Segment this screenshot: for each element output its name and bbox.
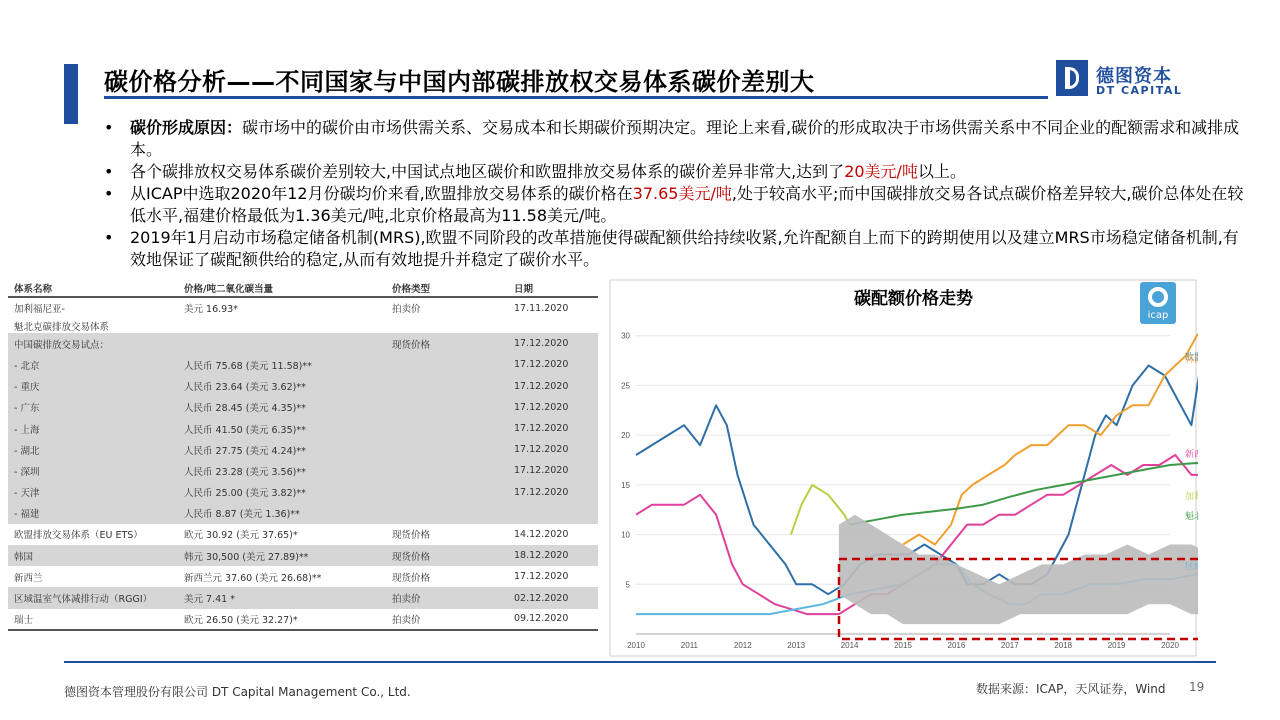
bullet-text: 各个碳排放权交易体系碳价差别较大,中国试点地区碳价和欧盟排放交易体系的碳价差异非常大,达到了 <box>130 162 845 181</box>
cell-type: 现货价格 <box>392 530 431 542</box>
cell-system: - 广东 <box>8 397 178 418</box>
cell-system: - 湖北 <box>8 439 178 460</box>
cell-date: 17.12.2020 <box>508 439 598 460</box>
y-tick-label: 15 <box>621 480 630 490</box>
x-tick-label: 2019 <box>1107 641 1126 650</box>
logo-mark-icon <box>1056 60 1088 96</box>
table-row <box>8 566 598 587</box>
cell-system: - 北京 <box>8 354 178 375</box>
table-row <box>8 397 598 418</box>
cell-date: 18.12.2020 <box>508 545 598 566</box>
table-row <box>8 460 598 481</box>
cell-type <box>386 418 508 439</box>
x-tick-label: 2015 <box>894 641 912 650</box>
cell-price: 人民币 28.45 (美元 4.35)** <box>178 397 386 418</box>
series-label: 韩 <box>1185 355 1195 365</box>
cell-type <box>386 503 508 524</box>
cell-price: 美元 16.93* <box>184 304 238 316</box>
chart-canvas <box>608 278 1198 658</box>
table-row <box>8 482 598 503</box>
cell-system: 欧盟排放交易体系（EU ETS） <box>14 530 143 542</box>
cell-date: 17.12.2020 <box>508 482 598 503</box>
cell-price: 欧元 26.50 (美元 32.27)* <box>178 609 386 630</box>
x-tick-label: 2012 <box>733 641 752 650</box>
carbon-price-table <box>8 279 598 654</box>
bullet-item <box>104 117 1254 161</box>
table-row <box>8 609 598 630</box>
title-accent-bar <box>64 64 78 124</box>
highlight-value: 37.65美元/吨 <box>632 184 732 203</box>
cell-type <box>386 397 508 418</box>
cell-type <box>386 439 508 460</box>
bullet-text: 2019年1月启动市场稳定储备机制(MRS),欧盟不同阶段的改革措施使得碳配额供给持续收紧,允许配额自上而下的跨期使用以及建立MRS市场稳定储备机制,有效地保证了碳配额供给的稳定,从而有效地提升并稳定了碳价水平。 <box>130 228 1239 269</box>
table-row-continuation <box>8 318 598 333</box>
table-body <box>8 297 598 630</box>
page-title: 碳价格分析——不同国家与中国内部碳排放权交易体系碳价差别大 <box>104 68 815 96</box>
cell-date: 09.12.2020 <box>508 609 598 630</box>
cell-system: 中国碳排放交易试点： <box>8 333 178 354</box>
cell-price: 新西兰元 37.60 (美元 26.68)** <box>184 572 322 584</box>
cell-date: 14.12.2020 <box>514 528 569 540</box>
cell-system: - 上海 <box>8 418 178 439</box>
col-header-date: 日期 <box>508 279 598 297</box>
bullet-text: 以上。 <box>917 162 966 181</box>
cell-type: 拍卖价 <box>392 304 421 316</box>
bullet-text: 碳市场中的碳价由市场供需关系、交易成本和长期碳价预期决定。理论上来看,碳价的形成取决于市场供需关系中不同企业的配额需求和减排成本。 <box>130 118 1240 159</box>
cell-price: 韩元 30,500 (美元 27.89)** <box>178 545 386 566</box>
series-label: 魁 <box>1185 512 1195 522</box>
cell-type: 拍卖价 <box>386 609 508 630</box>
cell-type <box>386 460 508 481</box>
series-label: 区 <box>1185 562 1195 572</box>
y-tick-label: 30 <box>621 331 630 341</box>
cell-price: 人民币 8.87 (美元 1.36)** <box>178 503 386 524</box>
series-label: 新 <box>1185 450 1195 460</box>
cell-price: 人民币 27.75 (美元 4.24)** <box>178 439 386 460</box>
cell-system: - 天津 <box>8 482 178 503</box>
cell-date <box>508 503 598 524</box>
cell-system: 区域温室气体减排行动（RGGI） <box>8 587 178 608</box>
cell-date: 17.12.2020 <box>508 354 598 375</box>
cell-price: 人民币 75.68 (美元 11.58)** <box>178 354 386 375</box>
logo-cn-text: 德图资本 <box>1096 66 1172 87</box>
bullet-text: 从ICAP中选取2020年12月份碳均价来看,欧盟排放交易体系的碳价格在 <box>130 184 633 203</box>
cell-date: 02.12.2020 <box>508 587 598 608</box>
cell-date: 17.12.2020 <box>508 333 598 354</box>
cell-date: 17.12.2020 <box>508 397 598 418</box>
cell-date: 17.12.2020 <box>508 376 598 397</box>
cell-type: 拍卖价 <box>386 587 508 608</box>
footer-source: 数据来源：ICAP，天风证券，Wind <box>976 682 1166 696</box>
cell-price: 人民币 41.50 (美元 6.35)** <box>178 418 386 439</box>
cell-system: - 福建 <box>8 503 178 524</box>
x-tick-label: 2013 <box>787 641 806 650</box>
table-row <box>8 354 598 375</box>
y-tick-label: 25 <box>621 381 630 391</box>
cell-system: 魁北克碳排放交易体系 <box>14 321 110 333</box>
cell-type <box>386 482 508 503</box>
highlight-value: 20美元/吨 <box>844 162 918 181</box>
x-tick-label: 2010 <box>627 641 645 650</box>
table-row <box>8 524 598 545</box>
cell-price: 人民币 23.28 (美元 3.56)** <box>178 460 386 481</box>
cell-system: - 深圳 <box>8 460 178 481</box>
table-row <box>8 439 598 460</box>
y-tick-label: 5 <box>625 580 630 590</box>
y-tick-label: 20 <box>621 431 630 441</box>
table-row <box>8 587 598 608</box>
col-header-type: 价格类型 <box>386 279 508 297</box>
bullet-text: ,处于较高水平;而中国碳排放交易各试点碳价格差异较大,碳价总体处在较低水平,福建价格最低为1.36美元/吨,北京价格最高为11.58美元/吨。 <box>130 184 1244 225</box>
cell-system: 加利福尼亚- <box>14 304 65 316</box>
cell-date: 17.12.2020 <box>514 571 569 583</box>
cell-type: 现货价格 <box>386 545 508 566</box>
cell-system: 新西兰 <box>14 572 43 584</box>
cell-type: 现货价格 <box>386 333 508 354</box>
x-tick-label: 2014 <box>840 641 859 650</box>
cell-price: 欧元 30.92 (美元 37.65)* <box>184 530 298 542</box>
footer-company: 德图资本管理股份有限公司 DT Capital Management Co., Ltd. <box>64 685 411 699</box>
bullet-item <box>104 227 1254 271</box>
x-tick-label: 2018 <box>1054 641 1073 650</box>
cell-type <box>386 354 508 375</box>
bullet-item <box>104 183 1254 227</box>
x-tick-label: 2011 <box>680 641 699 650</box>
carbon-price-chart <box>608 278 1198 658</box>
cell-date: 17.12.2020 <box>508 418 598 439</box>
logo-en-text: DT CAPITAL <box>1096 84 1183 97</box>
cell-price <box>178 333 386 354</box>
cell-price: 人民币 23.64 (美元 3.62)** <box>178 376 386 397</box>
table-row <box>8 333 598 354</box>
icap-logo-icon <box>1140 282 1176 324</box>
cell-type <box>386 376 508 397</box>
cell-date: 17.11.2020 <box>514 302 569 314</box>
series-label: 加 <box>1185 492 1195 502</box>
footer-rule <box>64 661 1216 663</box>
cell-type: 现货价格 <box>392 572 431 584</box>
bullet-list <box>104 117 1254 271</box>
cell-system: 瑞士 <box>8 609 178 630</box>
page-number: 19 <box>1189 680 1205 694</box>
table-row <box>8 545 598 566</box>
company-logo <box>1056 60 1246 100</box>
cell-date: 17.12.2020 <box>508 460 598 481</box>
col-header-system: 体系名称 <box>8 279 178 297</box>
x-tick-label: 2016 <box>947 641 966 650</box>
bullet-label: 碳价形成原因： <box>130 118 243 137</box>
cell-empty <box>386 318 508 333</box>
table-row <box>8 418 598 439</box>
x-tick-label: 2020 <box>1161 641 1179 650</box>
title-underline <box>104 96 1048 99</box>
cell-empty <box>178 318 386 333</box>
cell-system: 韩国 <box>8 545 178 566</box>
cell-empty <box>508 318 598 333</box>
x-tick-label: 2017 <box>1000 641 1019 650</box>
series-label: 中 <box>1185 566 1195 576</box>
cell-price: 美元 7.41 * <box>178 587 386 608</box>
cell-price: 人民币 25.00 (美元 3.82)** <box>178 482 386 503</box>
bullet-item <box>104 161 1254 183</box>
cell-system: - 重庆 <box>8 376 178 397</box>
icap-logo-text: icap <box>1147 310 1169 321</box>
y-tick-label: 10 <box>621 530 630 540</box>
col-header-price: 价格/吨二氧化碳当量 <box>178 279 386 297</box>
series-label: 欧 <box>1185 353 1195 363</box>
table-row <box>8 376 598 397</box>
table-row <box>8 297 598 318</box>
chart-title: 碳配额价格走势 <box>854 289 973 309</box>
table-row <box>8 503 598 524</box>
